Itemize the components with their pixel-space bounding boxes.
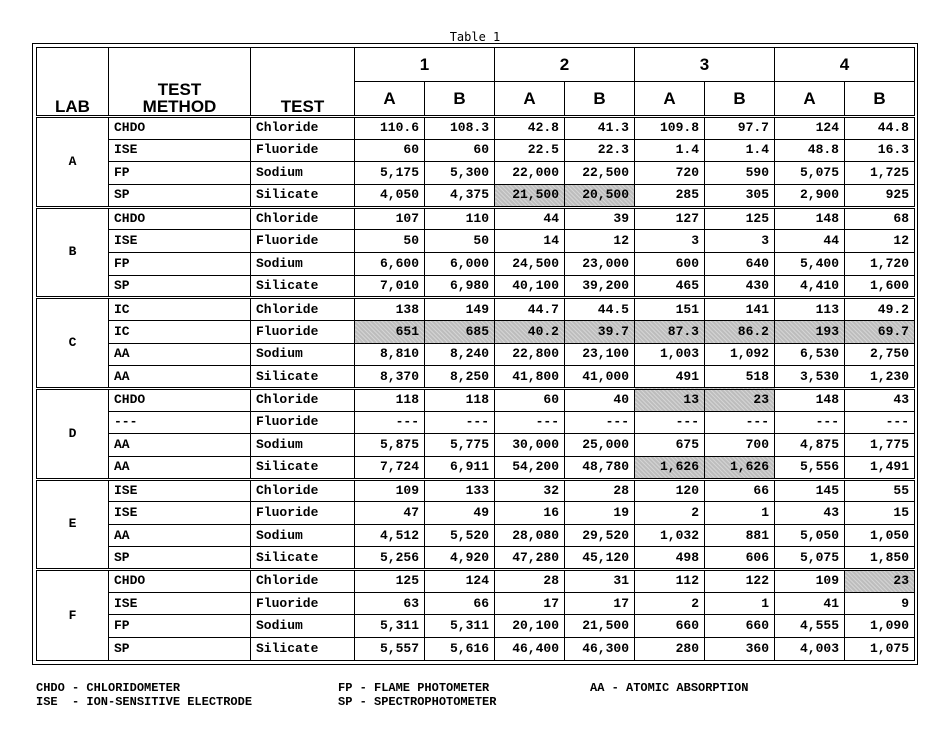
value-cell: 285 <box>635 184 705 207</box>
lab-cell: E <box>37 479 109 570</box>
method-cell: AA <box>109 343 251 366</box>
test-cell: Fluoride <box>251 230 355 253</box>
value-cell: 125 <box>355 570 425 593</box>
table-row <box>37 502 915 525</box>
value-cell: 498 <box>635 547 705 570</box>
value-cell: 50 <box>425 230 495 253</box>
value-cell: 28 <box>565 479 635 502</box>
method-cell: FP <box>109 615 251 638</box>
value-cell: 518 <box>705 366 775 389</box>
group-header-3: 3 <box>635 48 775 82</box>
value-cell: 6,911 <box>425 456 495 479</box>
value-cell: --- <box>565 411 635 434</box>
value-cell: 138 <box>355 298 425 321</box>
value-cell: 5,875 <box>355 434 425 457</box>
test-cell: Chloride <box>251 207 355 230</box>
method-cell: CHDO <box>109 117 251 140</box>
value-cell: 44 <box>775 230 845 253</box>
value-cell: 125 <box>705 207 775 230</box>
value-cell: 145 <box>775 479 845 502</box>
value-cell: 109.8 <box>635 117 705 140</box>
group-header-2: 2 <box>495 48 635 82</box>
value-cell: 491 <box>635 366 705 389</box>
value-cell: 108.3 <box>425 117 495 140</box>
table-row <box>37 117 915 140</box>
value-cell: 44.8 <box>845 117 915 140</box>
value-cell: 41,000 <box>565 366 635 389</box>
value-cell: 4,875 <box>775 434 845 457</box>
value-cell: 22.5 <box>495 139 565 162</box>
sub-header-3b: B <box>705 82 775 117</box>
value-cell: 1,003 <box>635 343 705 366</box>
table-row <box>37 456 915 479</box>
value-cell: 28 <box>495 570 565 593</box>
value-cell: 4,920 <box>425 547 495 570</box>
method-cell: SP <box>109 184 251 207</box>
legend-ise: ISE - ION-SENSITIVE ELECTRODE <box>36 695 253 709</box>
test-method-header-line1: TEST <box>157 80 202 99</box>
table-row <box>37 434 915 457</box>
value-cell: 148 <box>775 207 845 230</box>
value-cell: 675 <box>635 434 705 457</box>
test-cell: Sodium <box>251 615 355 638</box>
table-row <box>37 388 915 411</box>
value-cell: 151 <box>635 298 705 321</box>
value-cell: 4,050 <box>355 184 425 207</box>
lab-cell: C <box>37 298 109 389</box>
group-header-4: 4 <box>775 48 915 82</box>
value-cell: 1,491 <box>845 456 915 479</box>
value-cell: 22,800 <box>495 343 565 366</box>
value-cell: --- <box>355 411 425 434</box>
method-cell: AA <box>109 524 251 547</box>
value-cell: 4,512 <box>355 524 425 547</box>
test-cell: Silicate <box>251 275 355 298</box>
table-caption: Table 1 <box>449 30 501 44</box>
method-cell: AA <box>109 434 251 457</box>
table-row <box>37 184 915 207</box>
value-cell: --- <box>775 411 845 434</box>
value-cell: 29,520 <box>565 524 635 547</box>
value-cell: 124 <box>425 570 495 593</box>
value-cell: 590 <box>705 162 775 185</box>
value-cell: 141 <box>705 298 775 321</box>
value-cell: 48,780 <box>565 456 635 479</box>
value-cell: 23 <box>705 388 775 411</box>
value-cell: 1,725 <box>845 162 915 185</box>
value-cell: 25,000 <box>565 434 635 457</box>
method-cell: ISE <box>109 502 251 525</box>
value-cell: 122 <box>705 570 775 593</box>
method-cell: AA <box>109 366 251 389</box>
value-cell: 49 <box>425 502 495 525</box>
table-row <box>37 547 915 570</box>
value-cell: 66 <box>425 592 495 615</box>
method-cell: IC <box>109 298 251 321</box>
legend-fp: FP - FLAME PHOTOMETER <box>338 681 490 695</box>
legend-aa: AA - ATOMIC ABSORPTION <box>590 681 749 695</box>
value-cell: 60 <box>355 139 425 162</box>
value-cell: 17 <box>495 592 565 615</box>
value-cell: 640 <box>705 252 775 275</box>
group-header-1: 1 <box>355 48 495 82</box>
value-cell: 69.7 <box>845 320 915 343</box>
value-cell: 651 <box>355 320 425 343</box>
value-cell: 48.8 <box>775 139 845 162</box>
value-cell: 60 <box>495 388 565 411</box>
value-cell: 5,556 <box>775 456 845 479</box>
test-cell: Silicate <box>251 547 355 570</box>
test-cell: Chloride <box>251 570 355 593</box>
value-cell: 68 <box>845 207 915 230</box>
test-cell: Chloride <box>251 388 355 411</box>
value-cell: 30,000 <box>495 434 565 457</box>
test-cell: Sodium <box>251 343 355 366</box>
test-cell: Silicate <box>251 456 355 479</box>
value-cell: 3 <box>705 230 775 253</box>
value-cell: 8,370 <box>355 366 425 389</box>
value-cell: 127 <box>635 207 705 230</box>
lab-cell: B <box>37 207 109 298</box>
table-body <box>37 117 915 661</box>
value-cell: 148 <box>775 388 845 411</box>
test-cell: Silicate <box>251 366 355 389</box>
test-cell: Fluoride <box>251 320 355 343</box>
value-cell: 5,075 <box>775 162 845 185</box>
value-cell: --- <box>425 411 495 434</box>
value-cell: 86.2 <box>705 320 775 343</box>
value-cell: 2 <box>635 592 705 615</box>
table-row <box>37 524 915 547</box>
value-cell: 5,775 <box>425 434 495 457</box>
test-cell: Chloride <box>251 479 355 502</box>
table-row <box>37 592 915 615</box>
method-cell: CHDO <box>109 388 251 411</box>
lab-cell: A <box>37 117 109 208</box>
value-cell: 110 <box>425 207 495 230</box>
table-row <box>37 230 915 253</box>
value-cell: 41 <box>775 592 845 615</box>
value-cell: 12 <box>565 230 635 253</box>
value-cell: 110.6 <box>355 117 425 140</box>
value-cell: 43 <box>775 502 845 525</box>
value-cell: 8,250 <box>425 366 495 389</box>
method-cell: AA <box>109 456 251 479</box>
value-cell: 118 <box>355 388 425 411</box>
value-cell: 47,280 <box>495 547 565 570</box>
value-cell: 60 <box>425 139 495 162</box>
sub-header-1b: B <box>425 82 495 117</box>
value-cell: 5,311 <box>425 615 495 638</box>
sub-header-3a: A <box>635 82 705 117</box>
sub-header-2a: A <box>495 82 565 117</box>
table-row <box>37 275 915 298</box>
value-cell: 5,256 <box>355 547 425 570</box>
test-cell: Fluoride <box>251 502 355 525</box>
value-cell: --- <box>635 411 705 434</box>
value-cell: 40,100 <box>495 275 565 298</box>
value-cell: 13 <box>635 388 705 411</box>
table-row <box>37 411 915 434</box>
value-cell: 1 <box>705 502 775 525</box>
table-row <box>37 570 915 593</box>
test-cell: Fluoride <box>251 592 355 615</box>
value-cell: 6,000 <box>425 252 495 275</box>
value-cell: 5,311 <box>355 615 425 638</box>
table-row <box>37 479 915 502</box>
value-cell: 14 <box>495 230 565 253</box>
test-cell: Fluoride <box>251 139 355 162</box>
results-table <box>36 47 915 661</box>
test-cell: Silicate <box>251 184 355 207</box>
test-cell: Chloride <box>251 298 355 321</box>
value-cell: 40 <box>565 388 635 411</box>
value-cell: 280 <box>635 638 705 661</box>
value-cell: 1,850 <box>845 547 915 570</box>
value-cell: 113 <box>775 298 845 321</box>
method-cell: ISE <box>109 230 251 253</box>
table-row <box>37 615 915 638</box>
sub-header-4b: B <box>845 82 915 117</box>
value-cell: 46,300 <box>565 638 635 661</box>
value-cell: 63 <box>355 592 425 615</box>
value-cell: 2 <box>635 502 705 525</box>
sub-header-1a: A <box>355 82 425 117</box>
value-cell: 5,520 <box>425 524 495 547</box>
value-cell: 8,810 <box>355 343 425 366</box>
table-row <box>37 252 915 275</box>
value-cell: 5,300 <box>425 162 495 185</box>
value-cell: 120 <box>635 479 705 502</box>
value-cell: 46,400 <box>495 638 565 661</box>
value-cell: 45,120 <box>565 547 635 570</box>
value-cell: 21,500 <box>565 615 635 638</box>
value-cell: 17 <box>565 592 635 615</box>
table-row <box>37 298 915 321</box>
legend-chdo: CHDO - CHLORIDOMETER <box>36 681 181 695</box>
value-cell: 44.5 <box>565 298 635 321</box>
value-cell: 15 <box>845 502 915 525</box>
method-cell: --- <box>109 411 251 434</box>
value-cell: 12 <box>845 230 915 253</box>
value-cell: 28,080 <box>495 524 565 547</box>
value-cell: 9 <box>845 592 915 615</box>
value-cell: 41.3 <box>565 117 635 140</box>
value-cell: 44 <box>495 207 565 230</box>
value-cell: 49.2 <box>845 298 915 321</box>
value-cell: 1,720 <box>845 252 915 275</box>
value-cell: 881 <box>705 524 775 547</box>
value-cell: 87.3 <box>635 320 705 343</box>
value-cell: 3,530 <box>775 366 845 389</box>
sub-header-4a: A <box>775 82 845 117</box>
value-cell: 19 <box>565 502 635 525</box>
value-cell: 305 <box>705 184 775 207</box>
test-cell: Sodium <box>251 162 355 185</box>
value-cell: 660 <box>705 615 775 638</box>
method-cell: CHDO <box>109 570 251 593</box>
value-cell: 20,100 <box>495 615 565 638</box>
method-cell: SP <box>109 275 251 298</box>
lab-cell: F <box>37 570 109 661</box>
value-cell: 133 <box>425 479 495 502</box>
test-header: TEST <box>251 48 355 117</box>
value-cell: 7,724 <box>355 456 425 479</box>
value-cell: 4,003 <box>775 638 845 661</box>
table-row <box>37 366 915 389</box>
value-cell: 193 <box>775 320 845 343</box>
value-cell: 39,200 <box>565 275 635 298</box>
method-cell: ISE <box>109 592 251 615</box>
table-row <box>37 139 915 162</box>
value-cell: 2,750 <box>845 343 915 366</box>
value-cell: 112 <box>635 570 705 593</box>
value-cell: 8,240 <box>425 343 495 366</box>
value-cell: 20,500 <box>565 184 635 207</box>
value-cell: 700 <box>705 434 775 457</box>
value-cell: 1,626 <box>635 456 705 479</box>
test-method-header-line2: METHOD <box>142 97 217 116</box>
value-cell: 16 <box>495 502 565 525</box>
value-cell: 44.7 <box>495 298 565 321</box>
test-cell: Sodium <box>251 524 355 547</box>
value-cell: 1,626 <box>705 456 775 479</box>
value-cell: 465 <box>635 275 705 298</box>
value-cell: 1,775 <box>845 434 915 457</box>
value-cell: 1,050 <box>845 524 915 547</box>
value-cell: 23,100 <box>565 343 635 366</box>
value-cell: 5,175 <box>355 162 425 185</box>
value-cell: 4,375 <box>425 184 495 207</box>
value-cell: 1,075 <box>845 638 915 661</box>
method-cell: FP <box>109 162 251 185</box>
value-cell: --- <box>845 411 915 434</box>
value-cell: 360 <box>705 638 775 661</box>
value-cell: 24,500 <box>495 252 565 275</box>
value-cell: 23 <box>845 570 915 593</box>
test-cell: Fluoride <box>251 411 355 434</box>
value-cell: 109 <box>775 570 845 593</box>
legend-sp: SP - SPECTROPHOTOMETER <box>338 695 497 709</box>
value-cell: 5,557 <box>355 638 425 661</box>
value-cell: 118 <box>425 388 495 411</box>
value-cell: 600 <box>635 252 705 275</box>
value-cell: 4,410 <box>775 275 845 298</box>
value-cell: 6,600 <box>355 252 425 275</box>
value-cell: 1,092 <box>705 343 775 366</box>
table-row <box>37 638 915 661</box>
value-cell: 47 <box>355 502 425 525</box>
method-cell: SP <box>109 547 251 570</box>
method-cell: FP <box>109 252 251 275</box>
value-cell: 109 <box>355 479 425 502</box>
lab-header: LAB <box>37 48 109 117</box>
table-row <box>37 207 915 230</box>
value-cell: 97.7 <box>705 117 775 140</box>
value-cell: 39.7 <box>565 320 635 343</box>
value-cell: 1,230 <box>845 366 915 389</box>
value-cell: --- <box>495 411 565 434</box>
value-cell: 430 <box>705 275 775 298</box>
value-cell: 107 <box>355 207 425 230</box>
value-cell: 54,200 <box>495 456 565 479</box>
value-cell: 1 <box>705 592 775 615</box>
value-cell: 1,090 <box>845 615 915 638</box>
value-cell: 1,600 <box>845 275 915 298</box>
method-cell: IC <box>109 320 251 343</box>
test-cell: Silicate <box>251 638 355 661</box>
value-cell: 39 <box>565 207 635 230</box>
value-cell: 1,032 <box>635 524 705 547</box>
value-cell: 22,000 <box>495 162 565 185</box>
value-cell: 16.3 <box>845 139 915 162</box>
table-row <box>37 320 915 343</box>
value-cell: 55 <box>845 479 915 502</box>
value-cell: 23,000 <box>565 252 635 275</box>
value-cell: 3 <box>635 230 705 253</box>
value-cell: 21,500 <box>495 184 565 207</box>
lab-cell: D <box>37 388 109 479</box>
value-cell: 22.3 <box>565 139 635 162</box>
value-cell: 2,900 <box>775 184 845 207</box>
method-cell: ISE <box>109 139 251 162</box>
value-cell: 925 <box>845 184 915 207</box>
method-cell: CHDO <box>109 207 251 230</box>
table-row <box>37 343 915 366</box>
table-frame <box>32 43 918 665</box>
value-cell: 4,555 <box>775 615 845 638</box>
value-cell: 40.2 <box>495 320 565 343</box>
test-cell: Sodium <box>251 434 355 457</box>
value-cell: 1.4 <box>705 139 775 162</box>
table-header <box>37 48 915 117</box>
value-cell: 5,075 <box>775 547 845 570</box>
value-cell: 41,800 <box>495 366 565 389</box>
value-cell: 42.8 <box>495 117 565 140</box>
value-cell: 5,050 <box>775 524 845 547</box>
value-cell: 7,010 <box>355 275 425 298</box>
method-cell: ISE <box>109 479 251 502</box>
value-cell: 149 <box>425 298 495 321</box>
value-cell: 1.4 <box>635 139 705 162</box>
test-cell: Chloride <box>251 117 355 140</box>
value-cell: 50 <box>355 230 425 253</box>
value-cell: 6,980 <box>425 275 495 298</box>
value-cell: 5,400 <box>775 252 845 275</box>
sub-header-2b: B <box>565 82 635 117</box>
value-cell: 685 <box>425 320 495 343</box>
value-cell: 720 <box>635 162 705 185</box>
value-cell: --- <box>705 411 775 434</box>
test-method-header <box>109 48 251 117</box>
value-cell: 5,616 <box>425 638 495 661</box>
value-cell: 66 <box>705 479 775 502</box>
value-cell: 22,500 <box>565 162 635 185</box>
value-cell: 6,530 <box>775 343 845 366</box>
value-cell: 43 <box>845 388 915 411</box>
value-cell: 124 <box>775 117 845 140</box>
value-cell: 31 <box>565 570 635 593</box>
value-cell: 660 <box>635 615 705 638</box>
value-cell: 606 <box>705 547 775 570</box>
table-row <box>37 162 915 185</box>
method-cell: SP <box>109 638 251 661</box>
test-cell: Sodium <box>251 252 355 275</box>
value-cell: 32 <box>495 479 565 502</box>
